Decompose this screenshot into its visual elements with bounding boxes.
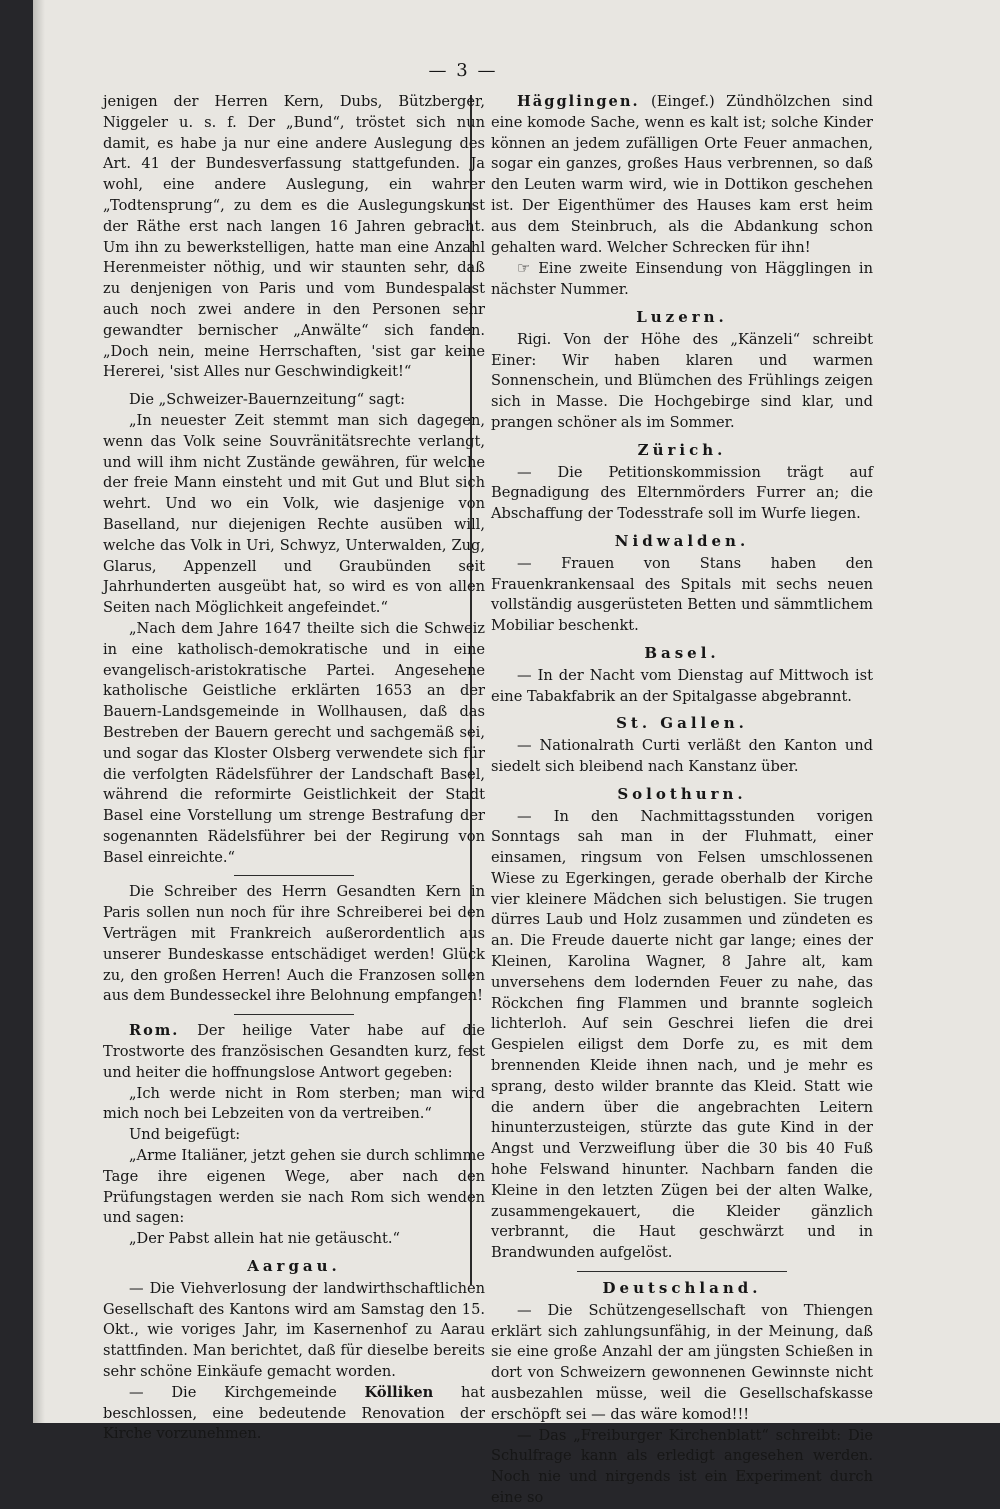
- right-column: [491, 92, 873, 1509]
- heading-deutschland: Deutschland.: [602, 1279, 762, 1298]
- zuerich-paragraph: — Die Petitionskommission trägt auf Begnadigung des Elternmörders Furrer an; die Abschaffung der Todesstrafe soll im Wurfe liegen.: [491, 463, 873, 523]
- left-column: [103, 92, 485, 1445]
- heading-basel: Basel.: [644, 643, 720, 662]
- aargau-paragraph-2: [103, 1383, 485, 1445]
- rom-quote-1: „Ich werde nicht in Rom sterben; man wird mich noch bei Lebzeiten von da vertreiben.“: [103, 1084, 485, 1123]
- heading-zuerich: Zürich.: [637, 440, 727, 459]
- heading-st-gallen: St. Gallen.: [616, 714, 748, 733]
- section-rule: [234, 875, 354, 876]
- section-rule: [577, 1271, 787, 1272]
- heading-nidwalden: Nidwalden.: [614, 531, 750, 550]
- deutschland-paragraph-2: — Das „Freiburger Kirchenblatt“ schreibt: Die Schulfrage kann als erledigt angesehen werden. Noch nie und nirgends ist ein Experiment durch eine so: [491, 1426, 873, 1506]
- rom-addition: Und beigefügt:: [129, 1126, 241, 1144]
- rom-quote-2: „Arme Italiäner, jetzt gehen sie durch schlimme Tage ihre eigenen Wege, aber nach den Prüfungstagen werden sie nach Rom sich wenden und sagen:: [103, 1147, 485, 1227]
- aargau-paragraph-1: — Die Viehverlosung der landwirthschaftlichen Gesellschaft des Kantons wird am Samstag den 15. Okt., wie voriges Jahr, im Kasernenhof zu Aarau stattfinden. Man berichtet, daß für dieselbe bereits sehr schöne Einkäufe gemacht worden.: [103, 1279, 485, 1381]
- luzern-paragraph: Rigi. Von der Höhe des „Känzeli“ schreibt Einer: Wir haben klaren und warmen Sonnenschein, und Blümchen des Frühlings zeigen sich in Masse. Die Hochgebirge sind klar, und prangen schöner als im Sommer.: [491, 330, 873, 431]
- rom-lead: Rom.: [129, 1022, 180, 1040]
- haegglingen-text: (Eingef.) Zündhölzchen sind eine komode Sache, wenn es kalt ist; solche Kinder können an jedem zufälligen Orte Feuer anmachen, sogar ein ganzes, großes Haus verbrennen, so daß den Leuten warm wird, wie in Dottikon geschehen ist. Der Eigenthümer des Hauses kam erst heim aus dem Steinbruch, als die Abdankung schon gehalten ward. Welcher Schrecken für ihn!: [491, 93, 873, 256]
- bauernzeitung-intro: Die „Schweizer-Bauernzeitung“ sagt:: [129, 391, 406, 409]
- heading-aargau: Aargau.: [247, 1257, 341, 1276]
- section-rule: [234, 1014, 354, 1015]
- aargau-p2-place: Kölliken: [364, 1383, 434, 1401]
- deutschland-paragraph-1: — Die Schützengesellschaft von Thiengen erklärt sich zahlungsunfähig, in der Meinung, daß sie eine große Anzahl der am jüngsten Schießen in dort von Schweizern gewonnenen Gewinnste nicht ausbezahlen müsse, weil die Gesellschafskasse erschöpft sei — das wäre komod!!!: [491, 1301, 873, 1423]
- basel-paragraph: — In der Nacht vom Dienstag auf Mittwoch ist eine Tabakfabrik an der Spitalgasse abgebrannt.: [491, 666, 873, 705]
- rom-text: Der heilige Vater habe auf die Trostworte des französischen Gesandten kurz, fest und heiter die hoffnungslose Antwort gegeben:: [103, 1022, 485, 1081]
- page-number: — 3 —: [428, 60, 498, 81]
- haegglingen-notice: [491, 258, 873, 301]
- aargau-p2-c: hat beschlossen, eine bedeutende Renovation der Kirche vorzunehmen.: [103, 1383, 485, 1443]
- newspaper-page: [33, 0, 1000, 1506]
- heading-solothurn: Solothurn.: [617, 784, 747, 803]
- st-gallen-paragraph: — Nationalrath Curti verläßt den Kanton und siedelt sich bleibend nach Kanstanz über.: [491, 737, 873, 775]
- article-continuation: jenigen der Herren Kern, Dubs, Bützberger, Niggeler u. s. f. Der „Bund“, tröstet sich nun damit, es habe ja nur eine andere Auslegung des Art. 41 der Bundesverfassung stattgefunden. Ja wohl, eine andere Auslegung, ein wahrer „Todtensprung“, zu dem es die Auslegungskunst der Räthe erst nach langen 16 Jahren gebracht. Um ihn zu bewerkstelligen, hatte man eine Anzahl Herenmeister nöthig, und wir staunten sehr, daß zu denjenigen von Paris und vom Bundespalast auch noch zwei andere in den Personen sehr gewandter bernischer „Anwälte“ sich fanden. „Doch nein, meine Herrschaften, 'sist gar keine Hererei, 'sist Alles nur Geschwindigkeit!“: [103, 93, 485, 381]
- notice-text: Eine zweite Einsendung von Hägglingen in nächster Nummer.: [491, 260, 873, 299]
- page-binding-shadow: [33, 0, 45, 1423]
- haegglingen-lead: Hägglingen.: [517, 93, 640, 110]
- solothurn-paragraph: — In den Nachmittagsstunden vorigen Sonntags sah man in der Fluhmatt, einer einsamen, ringsum von Felsen umschlossenen Wiese zu Egerkingen, gerade oberhalb der Kirche vier kleinere Mädchen sich belustigen. Sie trugen dürres Laub und Holz zusammen und zündeten es an. Die Freude dauerte nicht gar lange; eines der Kleinen, Karolina Wagner, 8 Jahre alt, kam unversehens dem lodernden Feuer zu nahe, das Röckchen fing Flammen und brannte sogleich lichterloh. Auf sein Geschrei liefen die drei Gespielen eiligst dem Dorfe zu, es mit dem brennenden Kleide ihnen nach, und je mehr es sprang, desto wilder brannte das Kleid. Statt wie die andern über die angebrachten Leitern hinunterzusteigen, stürzte das gute Kind in der Angst und Verzweiflung über die 30 bis 40 Fuß hohe Felswand hinunter. Nachbarn fanden die Kleine in den letzten Zügen bei der alten Walke, zusammengekauert, die Kleider gänzlich verbrannt, die Haut geschwärzt und in Brandwunden aufgelöst.: [491, 807, 873, 1262]
- heading-luzern: Luzern.: [636, 307, 728, 326]
- rom-paragraph: [103, 1021, 485, 1083]
- nidwalden-paragraph: — Frauen von Stans haben den Frauenkrankensaal des Spitals mit sechs neuen vollständig ausgerüsteten Betten und sämmtlichem Mobiliar beschenkt.: [491, 554, 873, 635]
- bauernzeitung-quote-1: „In neuester Zeit stemmt man sich dagegen, wenn das Volk seine Souvränitätsrechte verlangt, und will ihm nicht Zustände gewähren, für welche der freie Mann einsteht und mit Gut und Blut sich wehrt. Und wo ein Volk, wie dasjenige von Baselland, nur diejenigen Rechte ausüben will, welche das Volk in Uri, Schwyz, Unterwalden, Zug, Glarus, Appenzell und Graubünden seit Jahrhunderten ausgeübt hat, so wird es von allen Seiten nach Möglichkeit angefeindet.“: [103, 411, 485, 617]
- rom-quote-3: „Der Pabst allein hat nie getäuscht.“: [129, 1230, 401, 1248]
- aargau-p2-a: — Die Kirchgemeinde: [129, 1383, 365, 1401]
- pointing-hand-icon: ☞: [517, 259, 531, 278]
- kern-paragraph: Die Schreiber des Herrn Gesandten Kern in Paris sollen nun noch für ihre Schreiberei bei den Verträgen mit Frankreich außerordentlich aus unserer Bundeskasse entschädiget werden! Glück zu, den großen Herren! Auch die Franzosen sollen aus dem Bundesseckel ihre Belohnung empfangen!: [103, 883, 485, 1005]
- haegglingen-paragraph: [491, 92, 873, 258]
- bauernzeitung-quote-2: „Nach dem Jahre 1647 theilte sich die Schweiz in eine katholisch-demokratische und in eine evangelisch-aristokratische Partei. Angesehene katholische Geistliche erklärten 1653 an der Bauern-Landsgemeinde in Wollhausen, daß das Bestreben der Bauern gerecht und sachgemäß sei, und sogar das Kloster Olsberg verwendete sich für die verfolgten Rädelsführer der Landschaft Basel, während die reformirte Geistlichkeit der Stadt Basel eine Vorstellung um strenge Bestrafung der sogenannten Rädelsführer bei der Regirung von Basel einreichte.“: [103, 619, 485, 866]
